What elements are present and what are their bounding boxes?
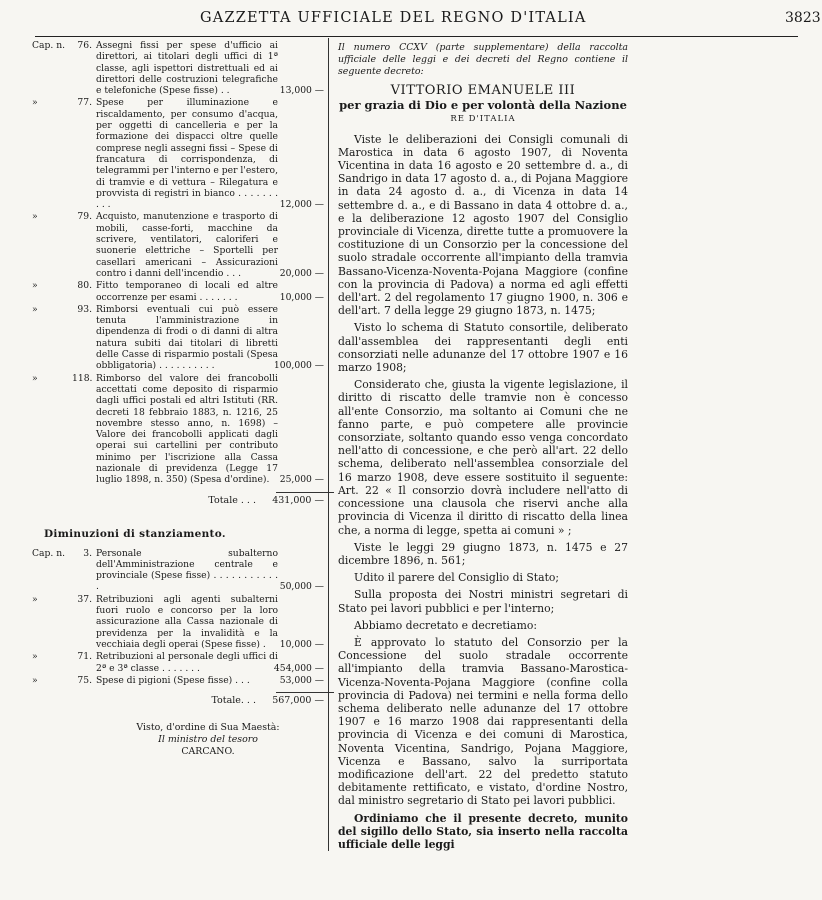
chapter-number: 37. — [77, 593, 92, 605]
budget-item — [28, 675, 328, 686]
item-amount: 25,000 — — [279, 474, 324, 486]
chapter-number: 79. — [77, 211, 92, 223]
chapter-label: » — [32, 593, 38, 605]
item-text: Retribuzioni agli agenti subalterni fuori ruolo e concorso per la loro assicurazione alla Cassa nazionale di previdenza per la invalidità e la vecchiaia degli operai (Spese fisse) . — [96, 593, 278, 650]
budget-item — [28, 594, 328, 650]
signature-title: Il ministro del tesoro — [158, 734, 258, 746]
item-text: Acquisto, manutenzione e trasporto di mobili, casse-forti, macchine da scrivere, ventilatori, caloriferi e suonerie elettriche – Sportelli per casellari americani – Assicurazioni contro i danni dell'incendio . . . — [96, 211, 278, 279]
chapter-number: 75. — [77, 674, 92, 686]
section-heading: Diminuzioni di stanziamento. — [44, 527, 226, 540]
item-amount: 50,000 — — [279, 581, 324, 593]
total-label: Totale. . . — [211, 695, 256, 707]
king-name: VITTORIO EMANUELE III — [390, 83, 576, 98]
item-text: Spese di pigioni (Spese fisse) . . . — [96, 674, 250, 686]
chapter-label: Cap. n. — [32, 547, 66, 559]
item-amount: 12,000 — — [279, 199, 324, 211]
chapter-number: 76. — [77, 40, 92, 51]
total-amount: 431,000 — — [272, 494, 324, 506]
chapter-number: 93. — [77, 303, 92, 315]
decree-paragraph: Abbiamo decretato e decretiamo: — [354, 618, 537, 632]
item-text: Spese per illuminazione e riscaldamento, per consumo d'acqua, per oggetti di cancelleria e per la formazione dei dispacci oltre quelle comprese negli assegni fissi – Spese di francatura di corrispondenza, di telegrammi per l'interno e per l'estero, di tramvie e di vettura – Rilegatura e provvista di registri in bianco . . . . . . . . . . — [96, 97, 278, 211]
decree-intro: Il numero CCXV (parte supplementare) della raccolta ufficiale delle leggi e dei decreti del Regno contiene il seguente decreto: — [338, 42, 628, 77]
item-text: Rimborsi eventuali cui può essere tenuta l'amministrazione in dipendenza di frodi o di danni di altra natura subiti dai titolari di libretti delle Casse di risparmio postali (Spesa obbligatoria) . . . . . . . . . . — [96, 303, 278, 372]
budget-item — [28, 211, 328, 279]
signature-name: CARCANO. — [181, 746, 235, 758]
decree-column — [338, 42, 628, 855]
chapter-label: » — [32, 280, 38, 292]
decree-paragraph: È approvato lo statuto del Consorzio per la Concessione del suolo stradale occorrente all'impianto della tramvia Bassano-Marostica-Vicenza-Noventa-Pojana Maggiore (confine colla provincia di Padova) nei termini e nella forma dello schema deliberato nelle adunanze del 17 ottobre 1907 e 16 marzo 1908 dai rappresentanti della provincia di Vicenza e dei comuni di Marostica, Noventa Vicentina, Sandrigo, Pojana Maggiore, Vicenza e Bassano, salvo la surriportata modificazione dell'art. 22 del predetto statuto debitamente rettificato, e vistato, d'ordine Nostro, dal ministro segretario di Stato pei lavori pubblici. — [338, 635, 628, 808]
chapter-number: 3. — [83, 547, 92, 559]
chapter-number: 118. — [72, 372, 93, 384]
chapter-label: » — [32, 97, 38, 109]
chapter-label: » — [32, 211, 38, 223]
budget-item — [28, 40, 328, 96]
chapter-label: Cap. n. — [32, 40, 66, 51]
decree-closing: Ordiniamo che il presente decreto, munito del sigillo dello Stato, sia inserto nella raccolta ufficiale delle leggi — [338, 811, 628, 851]
decree-paragraph: Viste le deliberazioni dei Consigli comunali di Marostica in data 6 agosto 1907, di Noventa Vicentina in data 16 agosto e 20 settembre d. a., di Sandrigo in data 17 agosto d. a., di Pojana Maggiore in data 24 agosto d. a., di Vicenza in data 14 settembre d. a., e di Bassano in data 4 ottobre d. a., e la deliberazione 12 agosto 1907 del Consiglio provinciale di Vicenza, dirette tutte a promuovere la costituzione di un Consorzio per la concessione del suolo stradale occorrente all'impianto della tramvia Bassano-Vicenza-Noventa-Pojana Maggiore (confine con la provincia di Padova) a norma ed agli effetti dell'art. 2 del regolamento 17 giugno 1900, n. 306 e dell'art. 7 della legge 29 giugno 1873, n. 1475; — [338, 132, 628, 318]
page-header — [0, 10, 822, 30]
decree-paragraph: Considerato che, giusta la vigente legislazione, il diritto di riscatto delle tramvie non è concesso all'ente Consorzio, ma soltanto ai Comuni che ne fanno parte, e può competere alle provincie consorziate, soltanto quando esso venga concordato nell'atto di concessione, e che però all'art. 22 dello schema, deliberato nell'assemblea consorziale del 16 marzo 1908, deve essere sostituito il seguente: Art. 22 « Il consorzio dovrà includere nell'atto di concessione una clausola che riservi anche alla provincia di Vicenza il diritto di riscatto della linea che, a norma di legge, spetta ai comuni » ; — [338, 378, 628, 537]
budget-item — [28, 373, 328, 486]
item-text: Fitto temporaneo di locali ed altre occorrenze per esami . . . . . . . — [96, 280, 278, 303]
total-row — [28, 692, 328, 708]
chapter-label: » — [32, 674, 38, 686]
item-amount: 10,000 — — [279, 291, 324, 303]
item-amount: 53,000 — — [279, 674, 324, 686]
signature-block — [28, 722, 328, 758]
column-divider — [328, 38, 329, 851]
chapter-label: » — [32, 303, 38, 315]
page-number: 3823 — [785, 10, 821, 26]
budget-item — [28, 280, 328, 303]
budget-item — [28, 548, 328, 593]
item-amount: 13,000 — — [279, 85, 324, 97]
item-text: Assegni fissi per spese d'ufficio ai direttori, ai titolari degli uffici di 1ª classe, agli ispettori distrettuali ed ai direttori delle costruzioni telegrafiche e telefoniche (Spese fisse) . . — [96, 40, 278, 97]
item-amount: 454,000 — — [273, 662, 324, 674]
re-d-italia: RE D'ITALIA — [450, 114, 516, 125]
budget-item — [28, 304, 328, 372]
gazette-title: GAZZETTA UFFICIALE DEL REGNO D'ITALIA — [200, 10, 587, 26]
budget-item — [28, 651, 328, 674]
decree-paragraph: Visto lo schema di Statuto consortile, deliberato dall'assemblea dei rappresentanti degli enti consorziati nelle adunanze del 17 ottobre 1907 e 16 marzo 1908; — [338, 321, 628, 375]
decree-paragraph: Sulla proposta dei Nostri ministri segretari di Stato pei lavori pubblici e per l'interno; — [338, 588, 628, 615]
chapter-number: 77. — [77, 97, 92, 109]
total-rule — [276, 492, 334, 493]
decree-paragraph: Viste le leggi 29 giugno 1873, n. 1475 e 27 dicembre 1896, n. 561; — [338, 540, 628, 567]
total-row — [28, 492, 328, 508]
chapter-number: 80. — [77, 280, 92, 292]
item-text: Rimborso del valore dei francobolli accettati come deposito di risparmio dagli uffici postali ed altri Istituti (RR. decreti 18 febbraio 1883, n. 1216, 25 novembre stesso anno, n. 1698) – Valore dei francobolli applicati dagli operai sui cartellini per contributo minimo per l'iscrizione alla Cassa nazionale di previdenza (Legge 17 luglio 1898, n. 350) (Spesa d'ordine). — [96, 372, 278, 486]
chapter-label: » — [32, 651, 38, 663]
item-text: Retribuzioni al personale degli uffici di 2ª e 3ª classe . . . . . . . — [96, 651, 278, 674]
total-label: Totale . . . — [208, 494, 256, 506]
signature-line: Visto, d'ordine di Sua Maestà: — [136, 722, 280, 734]
decree-paragraph: Udito il parere del Consiglio di Stato; — [354, 571, 560, 585]
item-text: Personale subalterno dell'Amministrazione centrale e provinciale (Spese fisse) . . . . . . . . . . . . — [96, 547, 278, 593]
header-rule — [35, 36, 798, 37]
budget-item — [28, 97, 328, 210]
grace-formula: per grazia di Dio e per volontà della Nazione — [339, 98, 627, 113]
total-rule — [276, 692, 334, 693]
chapter-number: 71. — [77, 651, 92, 663]
item-amount: 20,000 — — [279, 267, 324, 279]
total-amount: 567,000 — — [272, 695, 324, 707]
item-amount: 100,000 — — [273, 360, 324, 372]
item-amount: 10,000 — — [279, 638, 324, 650]
budget-column — [28, 40, 328, 758]
chapter-label: » — [32, 372, 38, 384]
